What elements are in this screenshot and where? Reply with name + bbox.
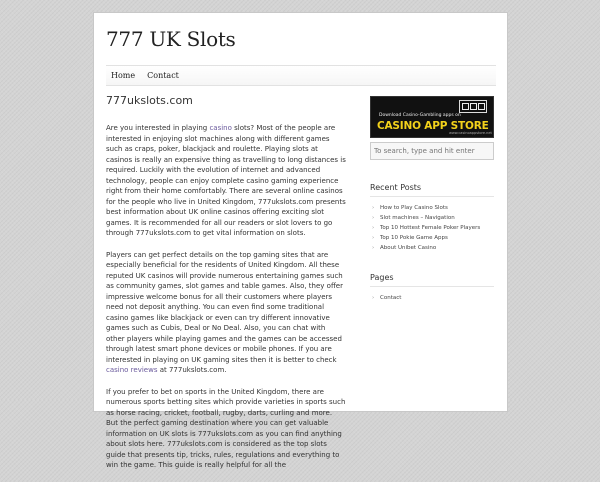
banner-tagline: Download Casino-Gambling apps on — [379, 113, 461, 118]
main-content — [106, 94, 346, 482]
recent-posts-title: Recent Posts — [370, 183, 494, 197]
main-nav — [106, 65, 496, 86]
page-heading: 777ukslots.com — [106, 94, 193, 107]
banner-url: www.casinoappstore.net — [449, 131, 492, 135]
search-input[interactable] — [370, 142, 494, 160]
pages-widget — [370, 273, 494, 303]
page-container — [93, 12, 508, 469]
pages-title: Pages — [370, 273, 494, 287]
page-item-contact[interactable]: › Contact — [370, 293, 494, 303]
recent-post-item[interactable]: › How to Play Casino Slots — [370, 203, 494, 213]
paragraph-1: Are you interested in playing casino slots? Most of the people are interested in enjoying slot machines along with different games such as craps, poker, blackjack and roulette. Playing slots at casinos is really an expensive thing as travelling to long distances is required. Luckily with the evolution of internet and advanced technology, people can enjoy complete casino gaming experience right from their home comfortably. There are several online casinos for the people who live in United Kingdom, 777ukslots.com presents best information about UK online casinos offering exciting slot games. It is recommended for all our readers or slot lovers to go through 777ukslots.com to get vital information on slots. — [106, 124, 346, 237]
recent-posts-widget — [370, 183, 494, 253]
casino-app-store-banner[interactable] — [370, 96, 494, 138]
nav-home[interactable]: Home — [111, 71, 136, 80]
recent-post-item[interactable]: › Top 10 Hottest Female Poker Players — [370, 223, 494, 233]
sidebar — [370, 96, 494, 303]
casino-link[interactable]: casino — [209, 124, 232, 132]
casino-app-store-logo-icon — [459, 100, 487, 113]
paragraph-2: Players can get perfect details on the top gaming sites that are especially beneficial for the residents of United Kingdom. All these reputed UK casinos will provide numerous entertaining games such as community games, slot games and table games. Also, they offer impressive welcome bonus for all their customers where players need not deposit anything. You can even find some traditional casino games like blackjack or even can try different innovative games such as Cubis, Deal or No Deal. Also, you can chat with other players while playing games and the games can be accessed through latest smart phone devices or mobile phones. If you are interested in playing on UK gaming sites then it is better to check casino reviews at 777ukslots.com. — [106, 250, 343, 374]
paragraph-3: If you prefer to bet on sports in the United Kingdom, there are numerous sports betting sites which provide varieties in sports such as horse racing, cricket, football, rugby, darts, curling and more. But the perfect gaming destination where you can get valuable information on UK slots is 777ukslots.com as you can find anything about slots here. 777ukslots.com is considered as the top slots guide that presents tip, tricks, rules, regulations and everything to win the game. This guide is really helpful for all the — [106, 387, 346, 469]
nav-contact[interactable]: Contact — [147, 71, 179, 80]
recent-post-item[interactable]: › Top 10 Pokie Game Apps — [370, 233, 494, 243]
article-body — [106, 123, 346, 471]
site-title[interactable]: 777 UK Slots — [106, 27, 236, 51]
casino-reviews-link[interactable]: casino reviews — [106, 366, 158, 374]
recent-post-item[interactable]: › Slot machines – Navigation — [370, 213, 494, 223]
banner-title: CASINO APP STORE — [377, 120, 489, 132]
recent-post-item[interactable]: › About Unibet Casino — [370, 243, 494, 253]
